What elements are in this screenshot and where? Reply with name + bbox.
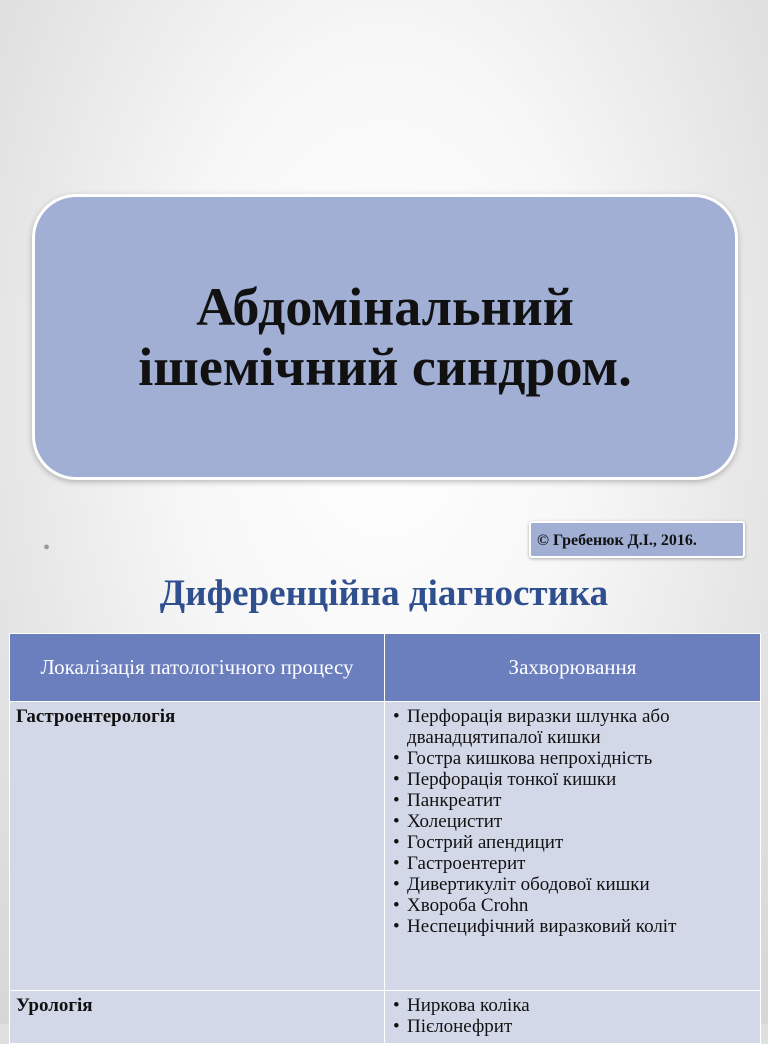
copyright-box: [529, 521, 745, 558]
category-cell: Гастроентерологія: [10, 702, 385, 991]
list-item: • Гастроентерит: [391, 853, 754, 874]
differential-table: [9, 633, 761, 1044]
title-box: [32, 194, 738, 480]
list-item: • Перфорація тонкої кишки: [391, 769, 754, 790]
slide-title: [35, 277, 735, 397]
slide-title-line-2: ішемічний синдром.: [138, 337, 632, 397]
disease-cell: [385, 702, 761, 991]
table-row: [10, 991, 761, 1044]
list-item: • Гострий апендицит: [391, 832, 754, 853]
disease-list: [391, 995, 754, 1037]
slide-title-line-1: Абдомінальний: [196, 277, 574, 337]
list-item: • Хвороба Crohn: [391, 895, 754, 916]
list-item: • Дивертикуліт ободової кишки: [391, 874, 754, 895]
bullet-icon: •: [43, 537, 51, 559]
header-disease: Захворювання: [385, 634, 761, 702]
list-item: • Перфорація виразки шлунка або дванадцятипалої кишки: [391, 706, 754, 748]
list-item: • Гостра кишкова непрохідність: [391, 748, 754, 769]
disease-cell: [385, 991, 761, 1044]
disease-list: [391, 706, 754, 937]
section-heading: Диференційна діагностика: [159, 573, 609, 614]
table-header-row: [10, 634, 761, 702]
category-cell: Урологія: [10, 991, 385, 1044]
table-row: [10, 702, 761, 991]
list-item: • Панкреатит: [391, 790, 754, 811]
copyright-text: © Гребенюк Д.І., 2016.: [537, 532, 697, 549]
list-item: • Ниркова коліка: [391, 995, 754, 1016]
list-item: • Неспецифічний виразковий коліт: [391, 916, 754, 937]
list-item: • Пієлонефрит: [391, 1016, 754, 1037]
list-item: • Холецистит: [391, 811, 754, 832]
header-localization: Локалізація патологічного процесу: [10, 634, 385, 702]
